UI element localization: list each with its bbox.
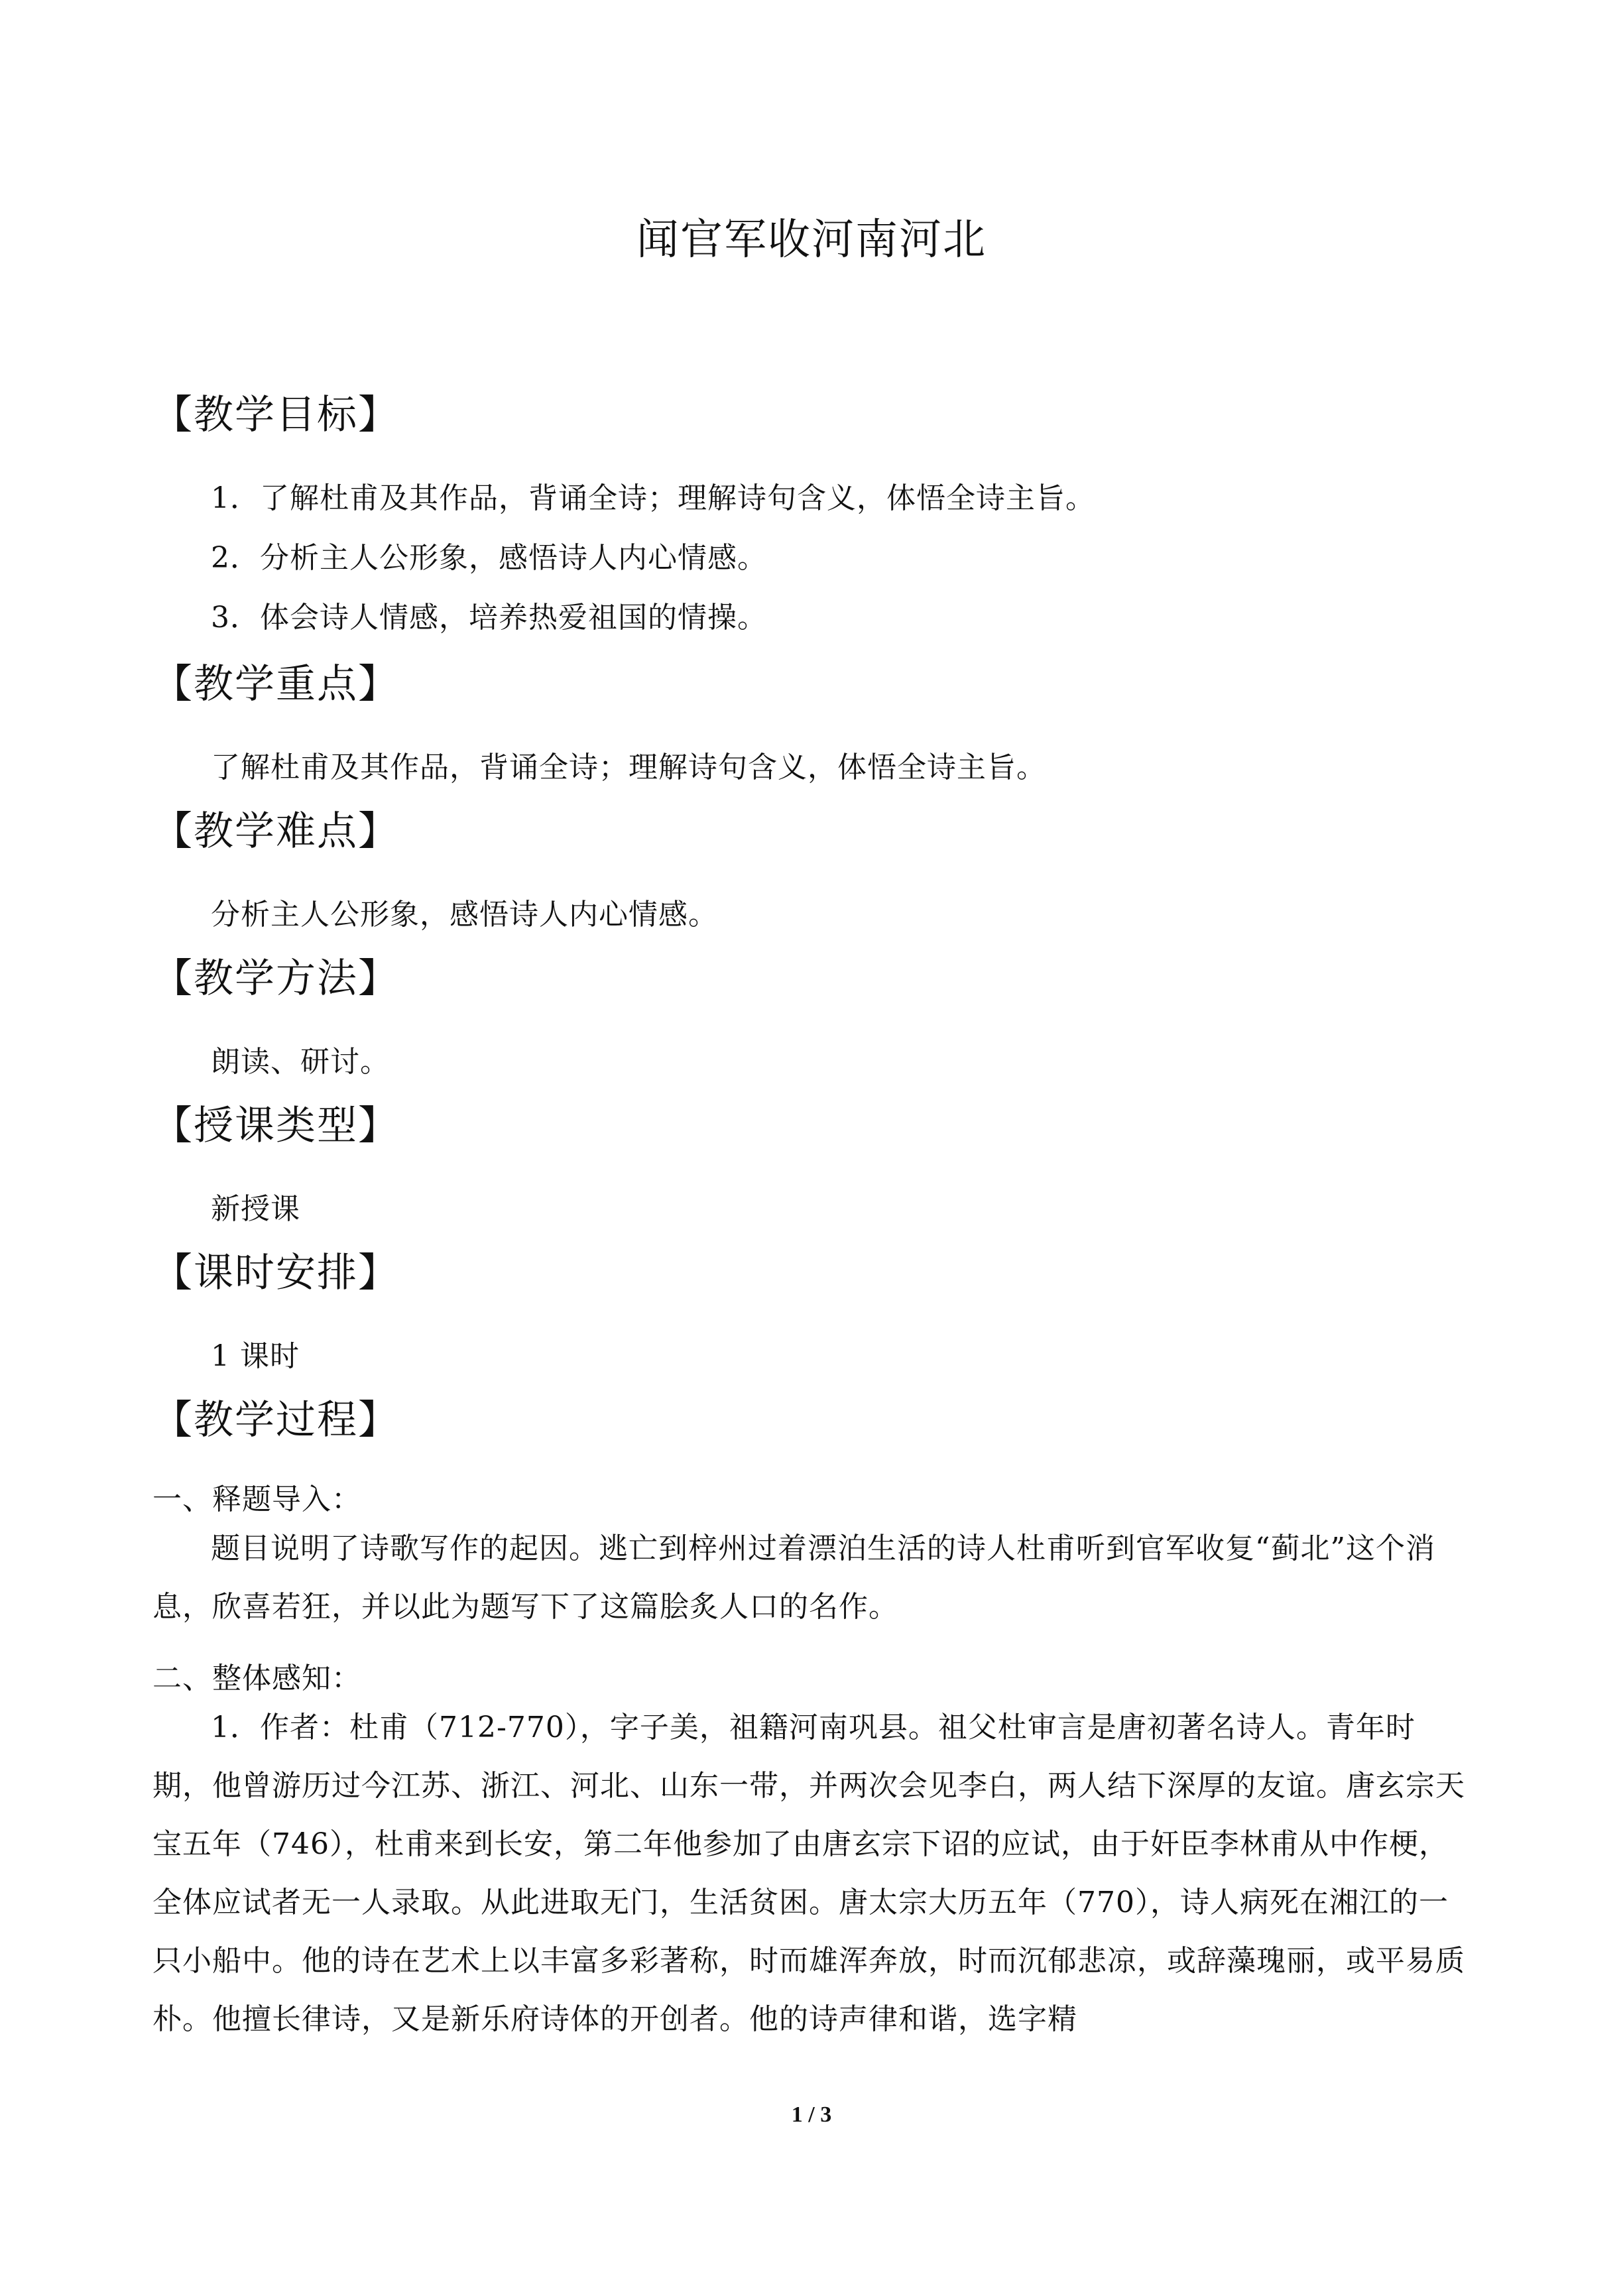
- heading-teaching-process: 【教学过程】: [152, 1397, 399, 1443]
- schedule-text: 1 课时: [211, 1339, 300, 1373]
- process-part2-text: 1．作者：杜甫（712-770），字子美，祖籍河南巩县。祖父杜审言是唐初著名诗人。青年时期，他曾游历过今江苏、浙江、河北、山东一带，并两次会见李白，两人结下深厚的友谊。唐玄宗天宝五年（746），杜甫来到长安，第二年他参加了由唐玄宗下诏的应试，由于奸臣李林甫从中作梗，全体应试者无一人录取。从此进取无门，生活贫困。唐太宗大历五年（770），诗人病死在湘江的一只小船中。他的诗在艺术上以丰富多彩著称，时而雄浑奔放，时而沉郁悲凉，或辞藻瑰丽，或平易质朴。他擅长律诗，又是新乐府诗体的开创者。他的诗声律和谐，选字精: [152, 1711, 1465, 2036]
- heading-difficulties: 【教学难点】: [152, 808, 399, 855]
- heading-methods: 【教学方法】: [152, 955, 399, 1002]
- heading-schedule: 【课时安排】: [152, 1250, 399, 1296]
- heading-lesson-type: 【授课类型】: [152, 1103, 399, 1149]
- process-part2-label: 二、整体感知：: [152, 1662, 361, 1695]
- lesson-type-text: 新授课: [211, 1192, 300, 1226]
- heading-teaching-goals: 【教学目标】: [152, 392, 399, 438]
- goal-item-1: 1．了解杜甫及其作品，背诵全诗；理解诗句含义，体悟全诗主旨。: [211, 481, 1095, 515]
- heading-key-points: 【教学重点】: [152, 661, 399, 707]
- process-part1-label: 一、释题导入：: [152, 1482, 361, 1516]
- goal-item-2: 2．分析主人公形象，感悟诗人内心情感。: [211, 541, 767, 575]
- key-points-text: 了解杜甫及其作品，背诵全诗；理解诗句含义，体悟全诗主旨。: [211, 751, 1046, 784]
- difficulties-text: 分析主人公形象，感悟诗人内心情感。: [211, 898, 718, 932]
- goal-item-3: 3．体会诗人情感，培养热爱祖国的情操。: [211, 601, 767, 634]
- page-number: 1 / 3: [791, 2102, 832, 2127]
- methods-text: 朗读、研讨。: [211, 1045, 390, 1079]
- process-part1-text: 题目说明了诗歌写作的起因。逃亡到梓州过着漂泊生活的诗人杜甫听到官军收复“蓟北”这个消息，欣喜若狂，并以此为题写下了这篇脍炙人口的名作。: [152, 1532, 1435, 1624]
- document-title: 闻官军收河南河北: [636, 215, 987, 265]
